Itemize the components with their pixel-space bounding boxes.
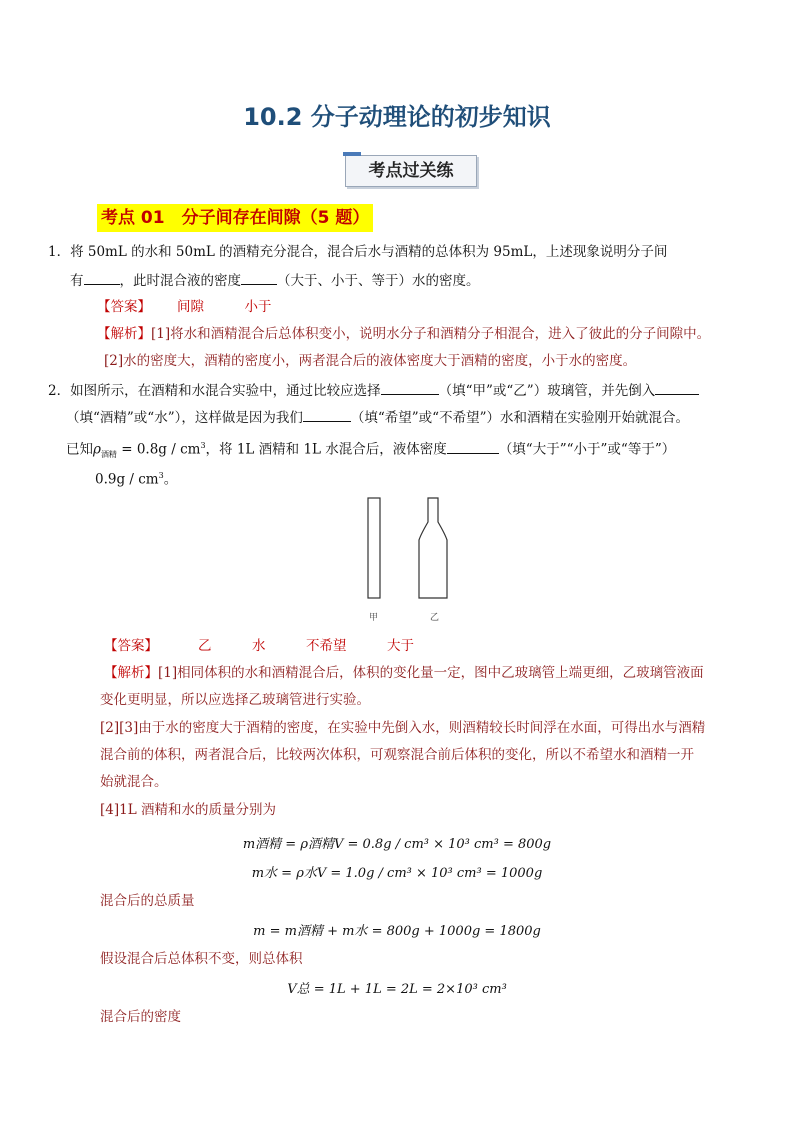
q2-explanation-5: 始就混合。 [100, 774, 168, 790]
q1-line2 [70, 270, 480, 290]
q2-explanation-6: [4]1L 酒精和水的质量分别为 [100, 802, 276, 818]
q1-blank-2 [241, 270, 277, 285]
text-assume-volume: 假设混合后总体积不变，则总体积 [100, 951, 303, 967]
q1-exp1-text: [1]将水和酒精混合后总体积变小，说明水分子和酒精分子相混合，进入了彼此的分子间隙中。 [151, 326, 711, 342]
q2-text-a: 2．如图所示，在酒精和水混合实验中，通过比较应选择 [48, 383, 381, 399]
answer-label: 【答案】 [97, 299, 151, 315]
q2-line3 [66, 437, 675, 464]
rho-subscript: 酒精 [100, 450, 117, 460]
q2-explanation-1 [104, 664, 704, 682]
q2-text-j: 。 [163, 471, 178, 488]
q2-explanation-4: 混合前的体积，两者混合后，比较两次体积，可观察混合前后体积的变化，所以不希望水和酒精一开 [100, 747, 694, 763]
q2-blank-2 [655, 380, 699, 395]
unit-exponent-2: 3 [158, 471, 164, 480]
q1-explanation-2: [2]水的密度大，酒精的密度小，两者混合后的液体密度大于酒精的密度，小于水的密度。 [104, 353, 637, 369]
q1-line1: 1．将 50mL 的水和 50mL 的酒精充分混合，混合后水与酒精的总体积为 95mL，上述现象说明分子间 [48, 244, 668, 260]
q2-text-g: ，将 1L 酒精和 1L 水混合后，液体密度 [205, 441, 447, 458]
q2-blank-4 [447, 439, 499, 454]
topic-heading: 考点 01 分子间存在间隙（5 题） [97, 204, 373, 232]
rho-symbol: ρ [93, 441, 101, 458]
answer-values: 间隙 小于 [177, 299, 272, 315]
text-mixed-density: 混合后的密度 [100, 1009, 181, 1025]
explanation-label-2: 【解析】 [104, 665, 158, 681]
q2-text-h: （填“大于”“小于”或“等于”） [498, 441, 676, 458]
q2-text-f: = 0.8g / cm [116, 441, 201, 458]
section-label: 考点过关练 [345, 155, 477, 187]
formula-water-mass: m水 = ρ水V = 1.0g / cm³ × 10³ cm³ = 1000g [251, 866, 543, 881]
explanation-label: 【解析】 [97, 326, 151, 342]
page-title: 10.2 分子动理论的初步知识 [243, 103, 551, 131]
q2-explanation-2: 变化更明显，所以应选择乙玻璃管进行实验。 [100, 692, 370, 708]
q2-text-c: （填“酒精”或“水”），这样做是因为我们 [66, 410, 303, 426]
formula-alcohol-mass: m酒精 = ρ酒精V = 0.8g / cm³ × 10³ cm³ = 800g [242, 837, 552, 852]
answer-label-2: 【答案】 [104, 638, 158, 654]
q1-answer [97, 298, 272, 316]
q2-line1 [48, 380, 699, 400]
glass-tubes-figure [355, 490, 465, 630]
answer-values-2: 乙 水 不希望 大于 [198, 638, 414, 654]
q1-text-a: 有 [70, 273, 84, 289]
q2-text-e: 已知 [66, 441, 93, 458]
formula-total-volume: V总 = 1L + 1L = 2L = 2×10³ cm³ [287, 982, 507, 997]
q2-explanation-3: [2][3]由于水的密度大于酒精的密度，在实验中先倒入水，则酒精较长时间浮在水面，可得出水与酒精 [100, 720, 706, 736]
q2-text-d: （填“希望”或“不希望”）水和酒精在实验刚开始就混合。 [350, 410, 689, 426]
q2-answer [104, 637, 414, 655]
formula-total-mass: m = m酒精 + m水 = 800g + 1000g = 1800g [253, 924, 541, 939]
figure-label-yi: 乙 [430, 613, 440, 623]
text-total-mass: 混合后的总质量 [100, 893, 195, 909]
q2-exp1-text: [1]相同体积的水和酒精混合后，体积的变化量一定，图中乙玻璃管上端更细，乙玻璃管液面 [158, 665, 704, 681]
q2-blank-1 [381, 380, 439, 395]
q2-line4 [95, 467, 177, 489]
q1-blank-1 [84, 270, 120, 285]
unit-exponent: 3 [200, 441, 206, 450]
q1-explanation-1 [97, 325, 710, 343]
q2-blank-3 [303, 407, 351, 422]
q1-text-b: ，此时混合液的密度 [119, 273, 241, 289]
tube-jia [368, 498, 380, 598]
q2-text-b: （填“甲”或“乙”）玻璃管，并先倒入 [438, 383, 656, 399]
tube-yi [419, 498, 447, 598]
q2-text-i: 0.9g / cm [95, 471, 159, 488]
q1-text-c: （大于、小于、等于）水的密度。 [277, 273, 480, 289]
figure-label-jia: 甲 [369, 613, 379, 623]
q2-line2 [66, 407, 689, 427]
